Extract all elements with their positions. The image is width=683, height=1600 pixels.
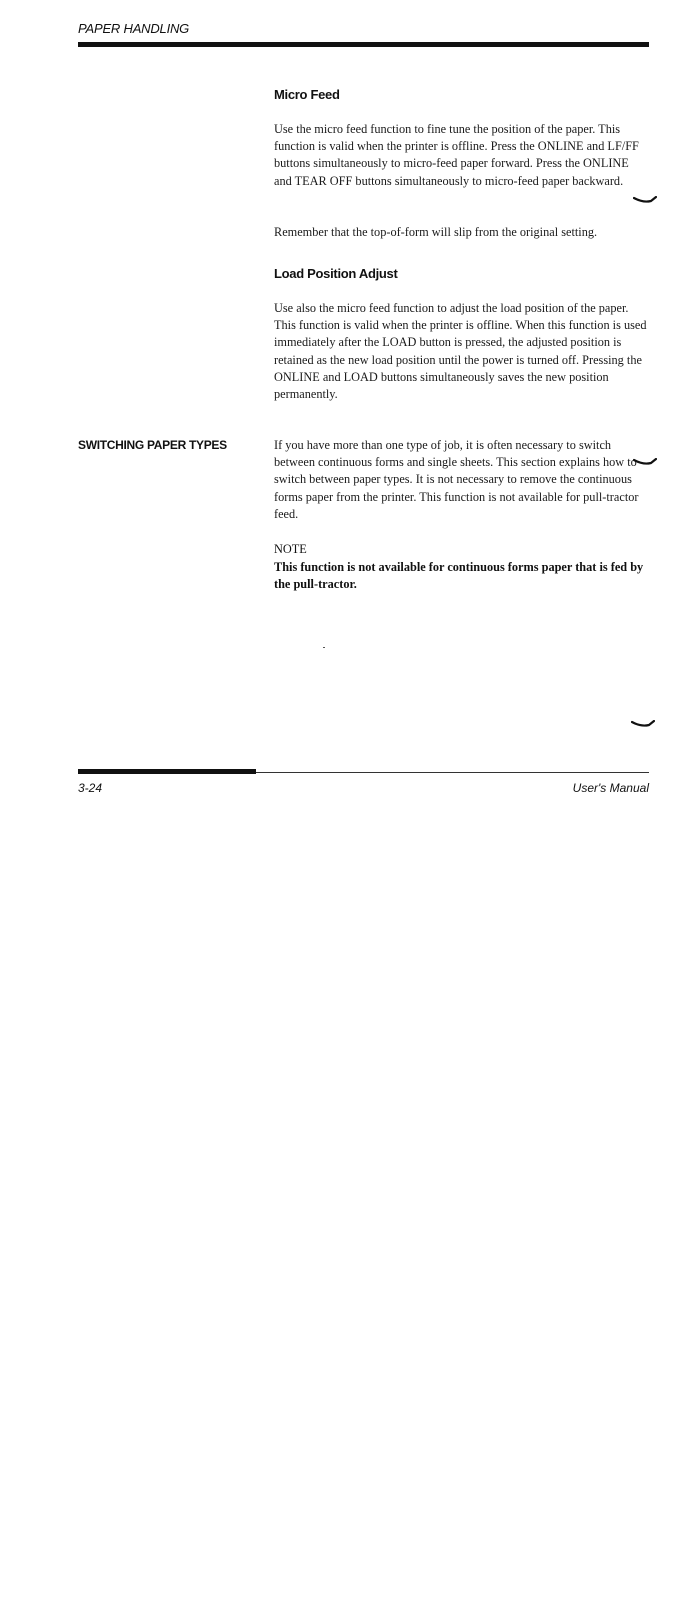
footer-rule-thick [78,769,256,774]
micro-feed-heading: Micro Feed [274,87,340,102]
micro-feed-paragraph-1: Use the micro feed function to fine tune the position of the paper. This function is valid when the printer is offline. Press the ONLINE and LF/FF buttons simultaneously to micro-feed paper forward. Press the ONLINE and TEAR OFF buttons simultaneously to micro-feed paper backward. [274,122,639,188]
change-bar-mark [633,196,657,204]
change-bar-mark [631,720,655,728]
page-number: 3-24 [78,781,103,795]
header-rule [78,42,649,47]
load-position-adjust-heading: Load Position Adjust [274,266,398,281]
switching-paper-types-paragraph: If you have more than one type of job, it is often necessary to switch between continuous forms and single sheets. This section explains how to switch between paper types. It is not necessary to remove the continuous forms paper from the printer. This function is not available for pull-tractor feed. [274,438,639,521]
switching-paper-types-heading: SWITCHING PAPER TYPES [78,438,227,452]
scan-speck [323,647,325,648]
running-head: PAPER HANDLING [78,21,190,36]
load-position-adjust-paragraph: Use also the micro feed function to adjust the load position of the paper. This function is valid when the printer is offline. When this function is used immediately after the LOAD button is pressed, the adjusted position is retained as the new load position until the power is turned off. Pressing the ONLINE and LOAD buttons simultaneously saves the new position permanently. [274,301,647,402]
manual-title: User's Manual [572,781,649,795]
micro-feed-paragraph-2: Remember that the top-of-form will slip from the original setting. [274,225,598,239]
footer-rule-thin [256,772,649,773]
change-bar-mark [633,458,657,466]
note-text: This function is not available for continuous forms paper that is fed by the pull-tractor. [274,560,644,592]
note-label: NOTE [274,542,307,556]
